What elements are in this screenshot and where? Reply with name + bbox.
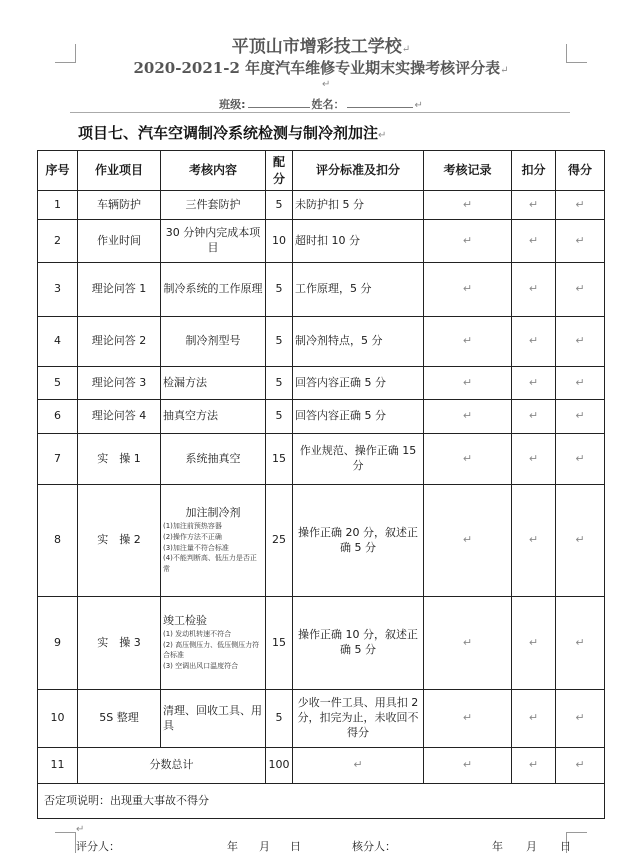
exam-title xyxy=(0,57,642,78)
col-header: 扣分 xyxy=(512,151,556,191)
table-row xyxy=(38,263,605,317)
cell-deduct[interactable]: ↵ xyxy=(512,690,556,748)
cell-record[interactable]: ↵ xyxy=(424,400,512,434)
name-blank[interactable] xyxy=(347,96,413,108)
cell-record[interactable]: ↵ xyxy=(424,748,512,784)
content-main: 加注制冷剂 xyxy=(185,505,241,519)
return-mark: ↵ xyxy=(401,44,411,55)
cell-record[interactable]: ↵ xyxy=(424,220,512,263)
col-header: 考核记录 xyxy=(424,151,512,191)
cell-content xyxy=(161,597,266,690)
return-mark: ↵ xyxy=(414,100,423,111)
content-detail: (1) 发动机转速不符合 xyxy=(163,629,232,638)
cell-content: 制冷剂型号 xyxy=(161,317,266,367)
cell-score[interactable]: ↵ xyxy=(556,191,605,220)
col-header: 得分 xyxy=(556,151,605,191)
cell-item: 车辆防护 xyxy=(78,191,161,220)
reviewer-label: 核分人： xyxy=(352,840,396,853)
margin-corner-bottom-left xyxy=(55,832,76,853)
name-label: 姓名： xyxy=(311,98,345,111)
cell-record[interactable]: ↵ xyxy=(424,597,512,690)
cell-deduct[interactable]: ↵ xyxy=(512,400,556,434)
cell-score[interactable]: ↵ xyxy=(556,400,605,434)
cell-content: 检漏方法 xyxy=(161,367,266,400)
score-table xyxy=(37,150,605,819)
content-main: 竣工检验 xyxy=(163,613,207,627)
table-row xyxy=(38,400,605,434)
table-row xyxy=(38,367,605,400)
cell-no: 8 xyxy=(38,485,78,597)
table-row xyxy=(38,485,605,597)
cell-record[interactable]: ↵ xyxy=(424,690,512,748)
cell-score[interactable]: ↵ xyxy=(556,367,605,400)
content-detail: (2)操作方法不正确 xyxy=(163,532,222,541)
col-header: 序号 xyxy=(38,151,78,191)
header-rule xyxy=(70,112,570,113)
col-header: 作业项目 xyxy=(78,151,161,191)
class-blank[interactable] xyxy=(248,96,310,108)
veto-note: 否定项说明：出现重大事故不得分 xyxy=(38,784,605,819)
table-row xyxy=(38,690,605,748)
cell-item: 实 操 2 xyxy=(78,485,161,597)
table-row xyxy=(38,317,605,367)
reviewer-day: 日 xyxy=(560,840,571,853)
cell-deduct[interactable]: ↵ xyxy=(512,263,556,317)
cell-content: 清理、回收工具、用具 xyxy=(161,690,266,748)
cell-standard: 操作正确 10 分，叙述正确 5 分 xyxy=(293,597,424,690)
project-title xyxy=(78,122,386,143)
cell-item: 理论问答 4 xyxy=(78,400,161,434)
cell-points: 5 xyxy=(266,690,293,748)
cell-points: 5 xyxy=(266,317,293,367)
total-label: 分数总计 xyxy=(78,748,266,784)
exam-title-text: 2020-2021-2 年度汽车维修专业期末实操考核评分表 xyxy=(133,59,501,77)
total-row xyxy=(38,748,605,784)
cell-item: 实 操 3 xyxy=(78,597,161,690)
total-points: 100 xyxy=(266,748,293,784)
table-row xyxy=(38,220,605,263)
cell-standard: 制冷剂特点，5 分 xyxy=(293,317,424,367)
table-row xyxy=(38,597,605,690)
cell-standard: 工作原理，5 分 xyxy=(293,263,424,317)
content-detail: (3)加注量不符合标准 xyxy=(163,543,229,552)
col-header: 配分 xyxy=(266,151,293,191)
cell-record[interactable]: ↵ xyxy=(424,367,512,400)
cell-item: 作业时间 xyxy=(78,220,161,263)
cell-standard: 回答内容正确 5 分 xyxy=(293,367,424,400)
grader-month: 月 xyxy=(259,840,270,853)
cell-points: 25 xyxy=(266,485,293,597)
grader-year: 年 xyxy=(227,840,238,853)
cell-score[interactable]: ↵ xyxy=(556,690,605,748)
cell-content: 三件套防护 xyxy=(161,191,266,220)
table-row xyxy=(38,191,605,220)
cell-item: 理论问答 1 xyxy=(78,263,161,317)
project-title-text: 项目七、汽车空调制冷系统检测与制冷剂加注 xyxy=(78,124,379,142)
content-detail: (4)不能判断高、低压力是否正常 xyxy=(163,554,257,574)
cell-no: 10 xyxy=(38,690,78,748)
return-mark: ↵ xyxy=(378,130,387,141)
cell-points: 5 xyxy=(266,400,293,434)
cell-no: 6 xyxy=(38,400,78,434)
cell-no: 9 xyxy=(38,597,78,690)
cell-standard: 作业规范、操作正确 15 分 xyxy=(293,434,424,485)
reviewer-year: 年 xyxy=(492,840,503,853)
cell-record[interactable]: ↵ xyxy=(424,317,512,367)
return-mark: ↵ xyxy=(322,79,331,90)
grader-day: 日 xyxy=(290,840,301,853)
cell-score[interactable]: ↵ xyxy=(556,263,605,317)
cell-standard: 操作正确 20 分，叙述正确 5 分 xyxy=(293,485,424,597)
return-mark: ↵ xyxy=(500,65,509,76)
cell-no: 5 xyxy=(38,367,78,400)
cell-content: 30 分钟内完成本项目 xyxy=(161,220,266,263)
cell-no: 11 xyxy=(38,748,78,784)
reviewer-month: 月 xyxy=(526,840,537,853)
cell-record[interactable]: ↵ xyxy=(424,485,512,597)
content-detail: (2) 高压侧压力、低压侧压力符合标准 xyxy=(163,640,260,660)
cell-no: 7 xyxy=(38,434,78,485)
cell-standard: ↵ xyxy=(293,748,424,784)
cell-score[interactable]: ↵ xyxy=(556,220,605,263)
cell-score[interactable]: ↵ xyxy=(556,485,605,597)
cell-deduct[interactable]: ↵ xyxy=(512,367,556,400)
cell-deduct[interactable]: ↵ xyxy=(512,191,556,220)
cell-item: 实 操 1 xyxy=(78,434,161,485)
table-row xyxy=(38,434,605,485)
col-header: 评分标准及扣分 xyxy=(293,151,424,191)
cell-item: 5S 整理 xyxy=(78,690,161,748)
cell-no: 1 xyxy=(38,191,78,220)
content-detail: (3) 空调出风口温度符合 xyxy=(163,662,239,671)
cell-deduct[interactable]: ↵ xyxy=(512,317,556,367)
cell-points: 5 xyxy=(266,367,293,400)
col-header: 考核内容 xyxy=(161,151,266,191)
cell-points: 10 xyxy=(266,220,293,263)
cell-points: 5 xyxy=(266,191,293,220)
cell-content xyxy=(161,485,266,597)
cell-standard: 少收一件工具、用具扣 2 分，扣完为止，未收回不得分 xyxy=(293,690,424,748)
cell-points: 15 xyxy=(266,597,293,690)
cell-item: 理论问答 2 xyxy=(78,317,161,367)
cell-points: 5 xyxy=(266,263,293,317)
cell-record[interactable]: ↵ xyxy=(424,263,512,317)
cell-content: 制冷系统的工作原理 xyxy=(161,263,266,317)
cell-deduct[interactable]: ↵ xyxy=(512,485,556,597)
cell-deduct[interactable]: ↵ xyxy=(512,597,556,690)
cell-score[interactable]: ↵ xyxy=(556,317,605,367)
class-label: 班级: xyxy=(219,98,246,111)
cell-score[interactable]: ↵ xyxy=(556,434,605,485)
content-detail: (1)加注前预热容器 xyxy=(163,521,222,530)
cell-deduct[interactable]: ↵ xyxy=(512,748,556,784)
cell-no: 3 xyxy=(38,263,78,317)
cell-standard: 超时扣 10 分 xyxy=(293,220,424,263)
cell-standard: 回答内容正确 5 分 xyxy=(293,400,424,434)
cell-item: 理论问答 3 xyxy=(78,367,161,400)
cell-record[interactable]: ↵ xyxy=(424,434,512,485)
cell-score[interactable]: ↵ xyxy=(556,597,605,690)
cell-no: 4 xyxy=(38,317,78,367)
school-name: 平顶山市增彩技工学校 xyxy=(231,37,402,57)
cell-standard: 未防护扣 5 分 xyxy=(293,191,424,220)
cell-content: 抽真空方法 xyxy=(161,400,266,434)
note-row xyxy=(38,784,605,819)
cell-score[interactable]: ↵ xyxy=(556,748,605,784)
cell-points: 15 xyxy=(266,434,293,485)
cell-deduct[interactable]: ↵ xyxy=(512,220,556,263)
cell-record[interactable]: ↵ xyxy=(424,191,512,220)
grader-label: 评分人： xyxy=(76,840,120,853)
cell-deduct[interactable]: ↵ xyxy=(512,434,556,485)
cell-no: 2 xyxy=(38,220,78,263)
school-title xyxy=(0,32,642,57)
cell-content: 系统抽真空 xyxy=(161,434,266,485)
class-name-line xyxy=(0,96,642,112)
table-header-row xyxy=(38,151,605,191)
return-mark: ↵ xyxy=(76,824,85,835)
